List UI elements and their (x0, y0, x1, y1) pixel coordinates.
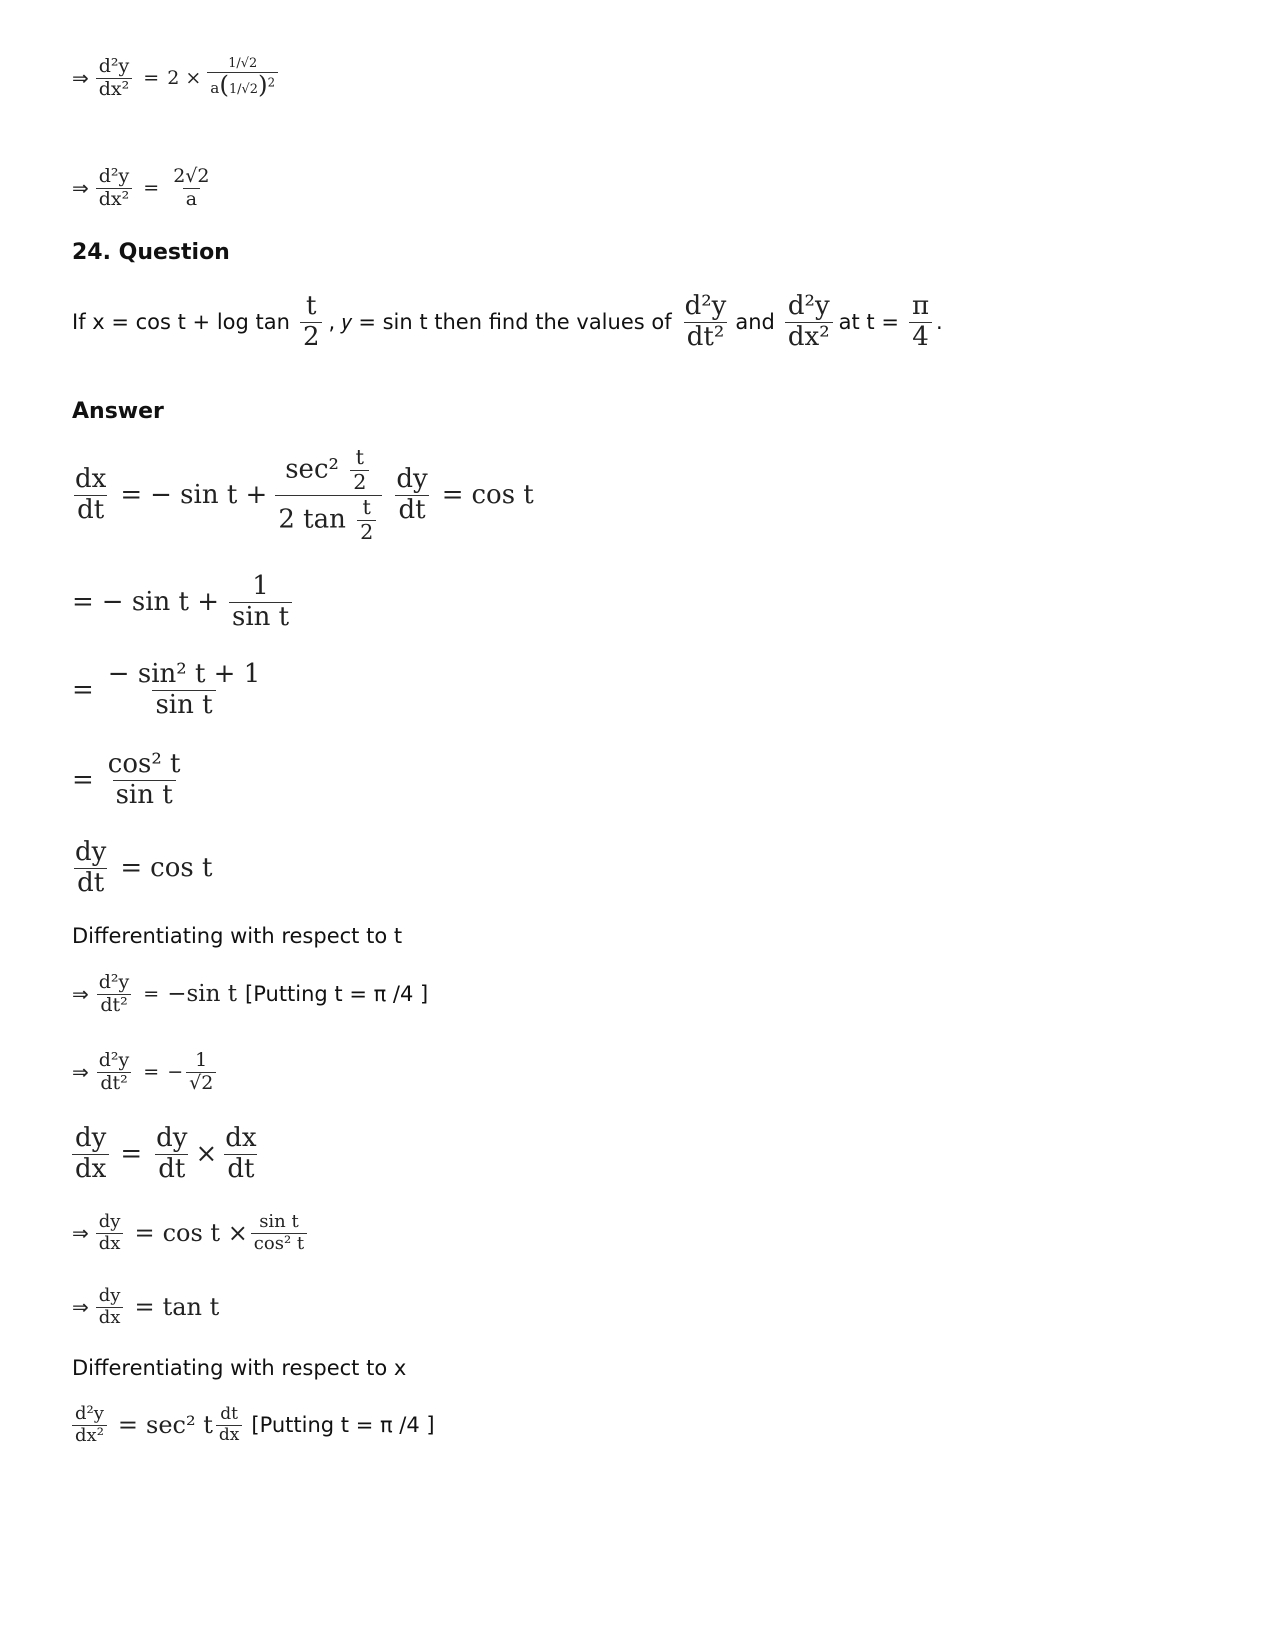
equation-dy-dx-tan: ⇒ $\frac{dy}{dx}$ = tan t (72, 1285, 220, 1328)
implies-arrow: ⇒ (72, 1060, 89, 1085)
equation-dx-dt: $\frac{dx}{dt}$ = − sin t + sec² $\frac{t}{2}$ 2 tan $\frac{t}{2}$ $\frac{dy}{dt}$ = cos t (75, 445, 534, 544)
fraction-pi-over-4: $\frac{\pi}{4}$ (909, 292, 932, 353)
text-differentiating-t: Differentiating with respect to t (72, 924, 403, 948)
fraction-d2y-dx2: $\frac{\text{d²y}}{\text{dx²}}$ (785, 292, 833, 353)
equation-second-derivative-step: ⇒ $\frac{\text{d²y}}{\text{dx²}}$ = 2 × $\frac{1/√2}{a(1/√2)^2}$ (72, 56, 281, 101)
equation-dy-dt: $\frac{dy}{dt}$ = cos t (75, 837, 213, 898)
equation-d2y-dx2-final: $\frac{\text{d²y}}{\text{dx²}}$ = sec² t $\frac{dt}{dx}$ [Putting t = π /4 ] (72, 1404, 435, 1446)
implies-arrow: ⇒ (72, 1221, 89, 1246)
fraction-complex: $\frac{1/√2}{a(1/√2)^2}$ (207, 57, 278, 99)
implies-arrow: ⇒ (72, 66, 89, 91)
equation-d2y-dt2: ⇒ $\frac{\text{d²y}}{\text{dt²}}$ = −sin t [Putting t = π /4 ] (72, 971, 429, 1016)
equation-step-2: = − sin t + $\frac{1}{\text{sin t}}$ (72, 572, 295, 633)
implies-arrow: ⇒ (72, 982, 89, 1007)
equation-second-derivative-result: ⇒ $\frac{\text{d²y}}{\text{dx²}}$ = $\frac{2√2}{a}$ (72, 165, 210, 210)
answer-heading: Answer (72, 399, 164, 424)
fraction-d2y-dt2: $\frac{\text{d²y}}{\text{dt²}}$ (684, 291, 727, 352)
equation-chain-rule: $\frac{dy}{dx}$ = $\frac{dy}{dt}$ × $\frac{dx}{dt}$ (72, 1124, 263, 1185)
implies-arrow: ⇒ (72, 1295, 89, 1320)
text-differentiating-x: Differentiating with respect to x (72, 1356, 407, 1380)
equation-d2y-dt2-value: ⇒ $\frac{\text{d²y}}{\text{dt²}}$ = − $\frac{1}{√2}$ (72, 1050, 219, 1095)
implies-arrow: ⇒ (72, 176, 89, 201)
equation-step-3: = $\frac{\text{− sin² t + 1}}{\text{sin t}}$ (72, 659, 261, 720)
fraction-d2y-dx2: $\frac{\text{d²y}}{\text{dx²}}$ (96, 56, 133, 101)
equation-dy-dx-substituted: ⇒ $\frac{dy}{dx}$ = cos t × $\frac{\text{sin t}}{\text{cos² t}}$ (72, 1212, 310, 1254)
fraction-t-over-2: $\frac{t}{2}$ (300, 292, 323, 353)
equation-step-4: = $\frac{\text{cos² t}}{\text{sin t}}$ (72, 749, 181, 810)
question-heading: 24. Question (72, 240, 230, 265)
question-text: If x = cos t + log tan $\frac{t}{2}$ , 𝑦 = sin t then find the values of $\frac{\text{d²y}}{\text{dt²}}$ and $\frac{\text{d²y}}{\text{dx²}}$ at t = $\frac{\pi}{4}$ . (72, 291, 943, 352)
